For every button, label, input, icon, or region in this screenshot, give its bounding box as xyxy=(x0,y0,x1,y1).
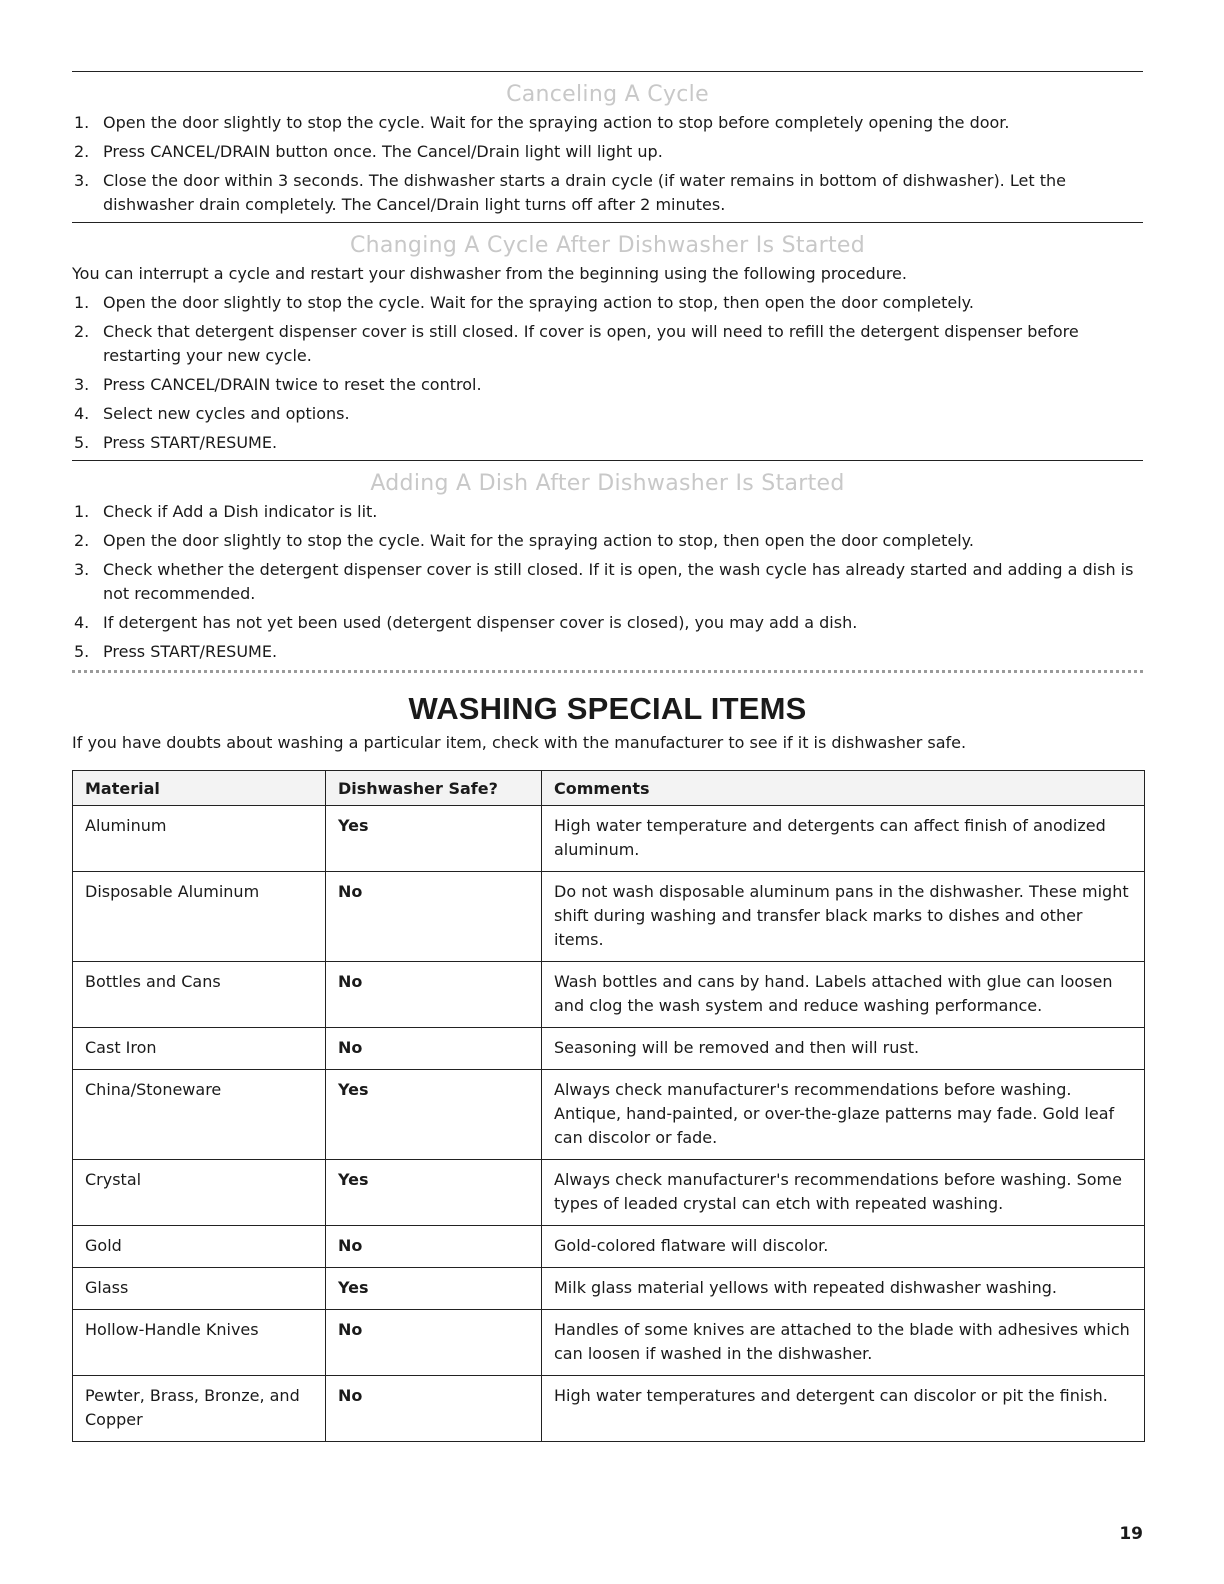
material-cell: Pewter, Brass, Bronze, and Copper xyxy=(73,1376,326,1442)
material-cell: Aluminum xyxy=(73,806,326,872)
table-row xyxy=(73,1310,1145,1376)
table-header-row xyxy=(73,771,1145,806)
comment-cell: Always check manufacturer's recommendations before washing. Antique, hand-painted, or over-the-glaze patterns may fade. Gold leaf can discolor or fade. xyxy=(542,1070,1145,1160)
safe-cell: Yes xyxy=(326,1160,542,1226)
step-text: Open the door slightly to stop the cycle. Wait for the spraying action to stop, then open the door completely. xyxy=(103,293,974,312)
material-cell: Glass xyxy=(73,1268,326,1310)
step-text: Press CANCEL/DRAIN button once. The Cancel/Drain light will light up. xyxy=(103,142,663,161)
comment-cell: Wash bottles and cans by hand. Labels attached with glue can loosen and clog the wash system and reduce washing performance. xyxy=(542,962,1145,1028)
table-row xyxy=(73,1376,1145,1442)
list-item xyxy=(72,140,1143,164)
safe-cell: No xyxy=(326,1028,542,1070)
step-number: 5. xyxy=(74,642,90,661)
step-text: Press START/RESUME. xyxy=(103,642,278,661)
comment-cell: High water temperature and detergents can affect finish of anodized aluminum. xyxy=(542,806,1145,872)
list-item xyxy=(72,640,1143,664)
list-item xyxy=(72,291,1143,315)
material-cell: Cast Iron xyxy=(73,1028,326,1070)
step-text: Open the door slightly to stop the cycle. Wait for the spraying action to stop before completely opening the door. xyxy=(103,113,1010,132)
page-content xyxy=(72,71,1143,1442)
safe-cell: No xyxy=(326,872,542,962)
list-item xyxy=(72,611,1143,635)
step-number: 5. xyxy=(74,433,90,452)
list-item xyxy=(72,320,1143,368)
step-number: 4. xyxy=(74,404,90,423)
step-number: 2. xyxy=(74,531,90,550)
step-text: Check that detergent dispenser cover is still closed. If cover is open, you will need to refill the detergent dispenser before restarting your new cycle. xyxy=(103,322,1079,365)
step-number: 1. xyxy=(74,293,90,312)
table-row xyxy=(73,1070,1145,1160)
step-text: If detergent has not yet been used (detergent dispenser cover is closed), you may add a dish. xyxy=(103,613,858,632)
comment-cell: High water temperatures and detergent can discolor or pit the finish. xyxy=(542,1376,1145,1442)
comment-cell: Gold-colored flatware will discolor. xyxy=(542,1226,1145,1268)
column-header-comments: Comments xyxy=(542,771,1145,806)
material-cell: China/Stoneware xyxy=(73,1070,326,1160)
steps-list xyxy=(72,291,1143,455)
safe-cell: No xyxy=(326,1310,542,1376)
table-row xyxy=(73,1160,1145,1226)
list-item xyxy=(72,111,1143,135)
step-number: 2. xyxy=(74,322,90,341)
safe-cell: Yes xyxy=(326,806,542,872)
step-text: Close the door within 3 seconds. The dishwasher starts a drain cycle (if water remains in bottom of dishwasher). Let the dishwasher drain completely. The Cancel/Drain light turns off after 2 minutes. xyxy=(103,171,1066,214)
step-text: Select new cycles and options. xyxy=(103,404,350,423)
column-header-material: Material xyxy=(73,771,326,806)
section-title: Changing A Cycle After Dishwasher Is Started xyxy=(350,233,865,258)
steps-list xyxy=(72,111,1143,217)
table-row xyxy=(73,1028,1145,1070)
list-item xyxy=(72,529,1143,553)
step-text: Press CANCEL/DRAIN twice to reset the control. xyxy=(103,375,482,394)
material-cell: Crystal xyxy=(73,1160,326,1226)
special-items-section xyxy=(72,691,1143,1442)
canceling-section xyxy=(72,82,1143,217)
table-row xyxy=(73,872,1145,962)
table-row xyxy=(73,806,1145,872)
changing-section xyxy=(72,233,1143,455)
page-number: 19 xyxy=(1119,1524,1143,1544)
top-divider xyxy=(72,71,1143,72)
step-number: 4. xyxy=(74,613,90,632)
safe-cell: Yes xyxy=(326,1070,542,1160)
step-text: Check whether the detergent dispenser cover is still closed. If it is open, the wash cycle has already started and adding a dish is not recommended. xyxy=(103,560,1134,603)
section-title: Canceling A Cycle xyxy=(506,82,709,107)
step-text: Check if Add a Dish indicator is lit. xyxy=(103,502,378,521)
step-text: Open the door slightly to stop the cycle. Wait for the spraying action to stop, then open the door completely. xyxy=(103,531,974,550)
column-header-safe: Dishwasher Safe? xyxy=(326,771,542,806)
table-row xyxy=(73,1226,1145,1268)
table-row xyxy=(73,1268,1145,1310)
safe-cell: No xyxy=(326,1226,542,1268)
step-number: 1. xyxy=(74,502,90,521)
comment-cell: Milk glass material yellows with repeated dishwasher washing. xyxy=(542,1268,1145,1310)
list-item xyxy=(72,402,1143,426)
material-cell: Bottles and Cans xyxy=(73,962,326,1028)
step-number: 3. xyxy=(74,171,90,190)
list-item xyxy=(72,169,1143,217)
step-number: 3. xyxy=(74,560,90,579)
page-title: WASHING SPECIAL ITEMS xyxy=(408,691,807,726)
list-item xyxy=(72,373,1143,397)
section-title: Adding A Dish After Dishwasher Is Started xyxy=(370,471,845,496)
section-intro: You can interrupt a cycle and restart your dishwasher from the beginning using the following procedure. xyxy=(72,264,907,283)
table-row xyxy=(73,962,1145,1028)
comment-cell: Do not wash disposable aluminum pans in the dishwasher. These might shift during washing and transfer black marks to dishes and other items. xyxy=(542,872,1145,962)
dotted-divider xyxy=(72,670,1143,673)
special-items-table xyxy=(72,770,1145,1442)
material-cell: Gold xyxy=(73,1226,326,1268)
section-intro: If you have doubts about washing a particular item, check with the manufacturer to see if it is dishwasher safe. xyxy=(72,733,967,752)
step-number: 1. xyxy=(74,113,90,132)
step-number: 3. xyxy=(74,375,90,394)
list-item xyxy=(72,431,1143,455)
list-item xyxy=(72,558,1143,606)
safe-cell: No xyxy=(326,1376,542,1442)
safe-cell: Yes xyxy=(326,1268,542,1310)
comment-cell: Handles of some knives are attached to the blade with adhesives which can loosen if washed in the dishwasher. xyxy=(542,1310,1145,1376)
comment-cell: Always check manufacturer's recommendations before washing. Some types of leaded crystal can etch with repeated washing. xyxy=(542,1160,1145,1226)
step-text: Press START/RESUME. xyxy=(103,433,278,452)
comment-cell: Seasoning will be removed and then will rust. xyxy=(542,1028,1145,1070)
material-cell: Disposable Aluminum xyxy=(73,872,326,962)
safe-cell: No xyxy=(326,962,542,1028)
steps-list xyxy=(72,500,1143,664)
material-cell: Hollow-Handle Knives xyxy=(73,1310,326,1376)
section-divider xyxy=(72,222,1143,223)
step-number: 2. xyxy=(74,142,90,161)
list-item xyxy=(72,500,1143,524)
adding-section xyxy=(72,471,1143,664)
section-divider xyxy=(72,460,1143,461)
